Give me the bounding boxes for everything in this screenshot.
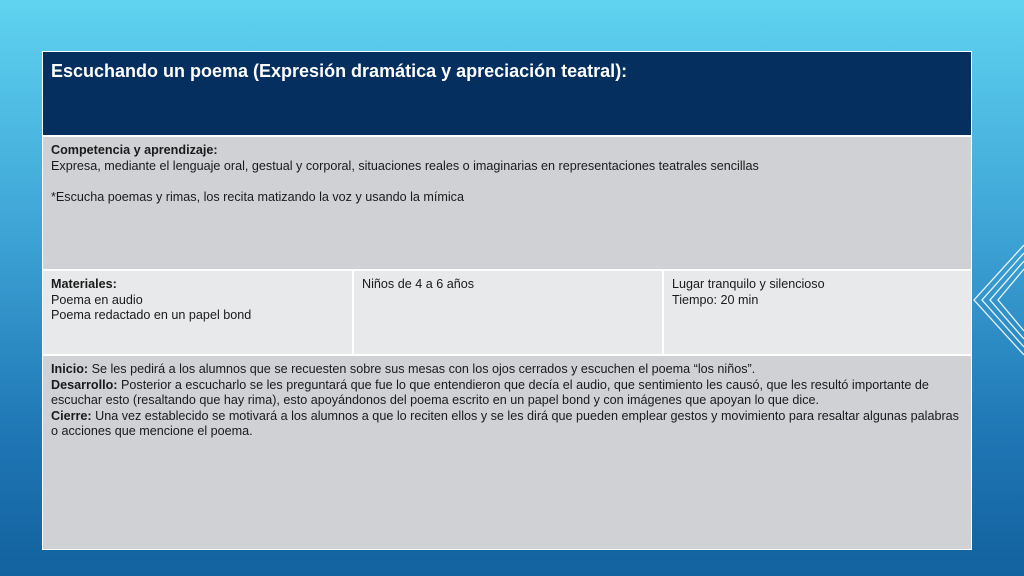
- materiales-cell: [43, 271, 354, 354]
- competencia-cell: [43, 137, 971, 269]
- competencia-text: Expresa, mediante el lenguaje oral, gestual y corporal, situaciones reales o imaginarias en representaciones teatrales sencillas: [51, 158, 759, 173]
- desarrollo-text: Posterior a escucharlo se les preguntará que fue lo que entendieron que decía el audio, que sentimiento les causó, que les resultó importante de escuchar esto (resaltando que hay rima), esto apoyándonos del poema escrito en un papel bond y con imágenes que apoyan lo que dice.: [51, 377, 929, 408]
- materiales-label: Materiales:: [51, 277, 117, 291]
- edad-cell: [354, 271, 664, 354]
- cierre-text: Una vez establecido se motivará a los alumnos a que lo reciten ellos y se les dirá que pueden emplear gestos y movimiento para resaltar algunas palabras o acciones que mencione el poema.: [51, 408, 959, 439]
- lugar-tiempo-cell: [664, 271, 971, 354]
- chevron-decoration-icon: [964, 235, 1024, 365]
- table-header-row: [43, 52, 971, 137]
- paragraph-spacer: [51, 174, 963, 190]
- inicio-text: Se les pedirá a los alumnos que se recuesten sobre sus mesas con los ojos cerrados y escuchen el poema “los niños”.: [88, 362, 756, 376]
- inicio-label: Inicio:: [51, 362, 89, 376]
- actividad-cell: [43, 356, 971, 549]
- inicio-paragraph: [51, 362, 963, 378]
- lesson-plan-table: [42, 51, 972, 550]
- edad-text: Niños de 4 a 6 años: [362, 277, 475, 291]
- material-item: Poema en audio: [51, 292, 143, 307]
- materiales-row: [43, 271, 971, 356]
- desarrollo-paragraph: [51, 378, 963, 409]
- tiempo-text: Tiempo: 20 min: [672, 292, 759, 307]
- competencia-row: [43, 137, 971, 271]
- lesson-title: Escuchando un poema (Expresión dramática y apreciación teatral):: [51, 61, 628, 81]
- aprendizaje-text: *Escucha poemas y rimas, los recita matizando la voz y usando la mímica: [51, 189, 464, 204]
- desarrollo-label: Desarrollo:: [51, 377, 118, 392]
- cierre-paragraph: [51, 409, 963, 440]
- cierre-label: Cierre:: [51, 408, 92, 423]
- competencia-label: Competencia y aprendizaje:: [51, 143, 218, 157]
- actividad-row: [43, 356, 971, 549]
- material-item: Poema redactado en un papel bond: [51, 308, 252, 323]
- lugar-text: Lugar tranquilo y silencioso: [672, 277, 825, 291]
